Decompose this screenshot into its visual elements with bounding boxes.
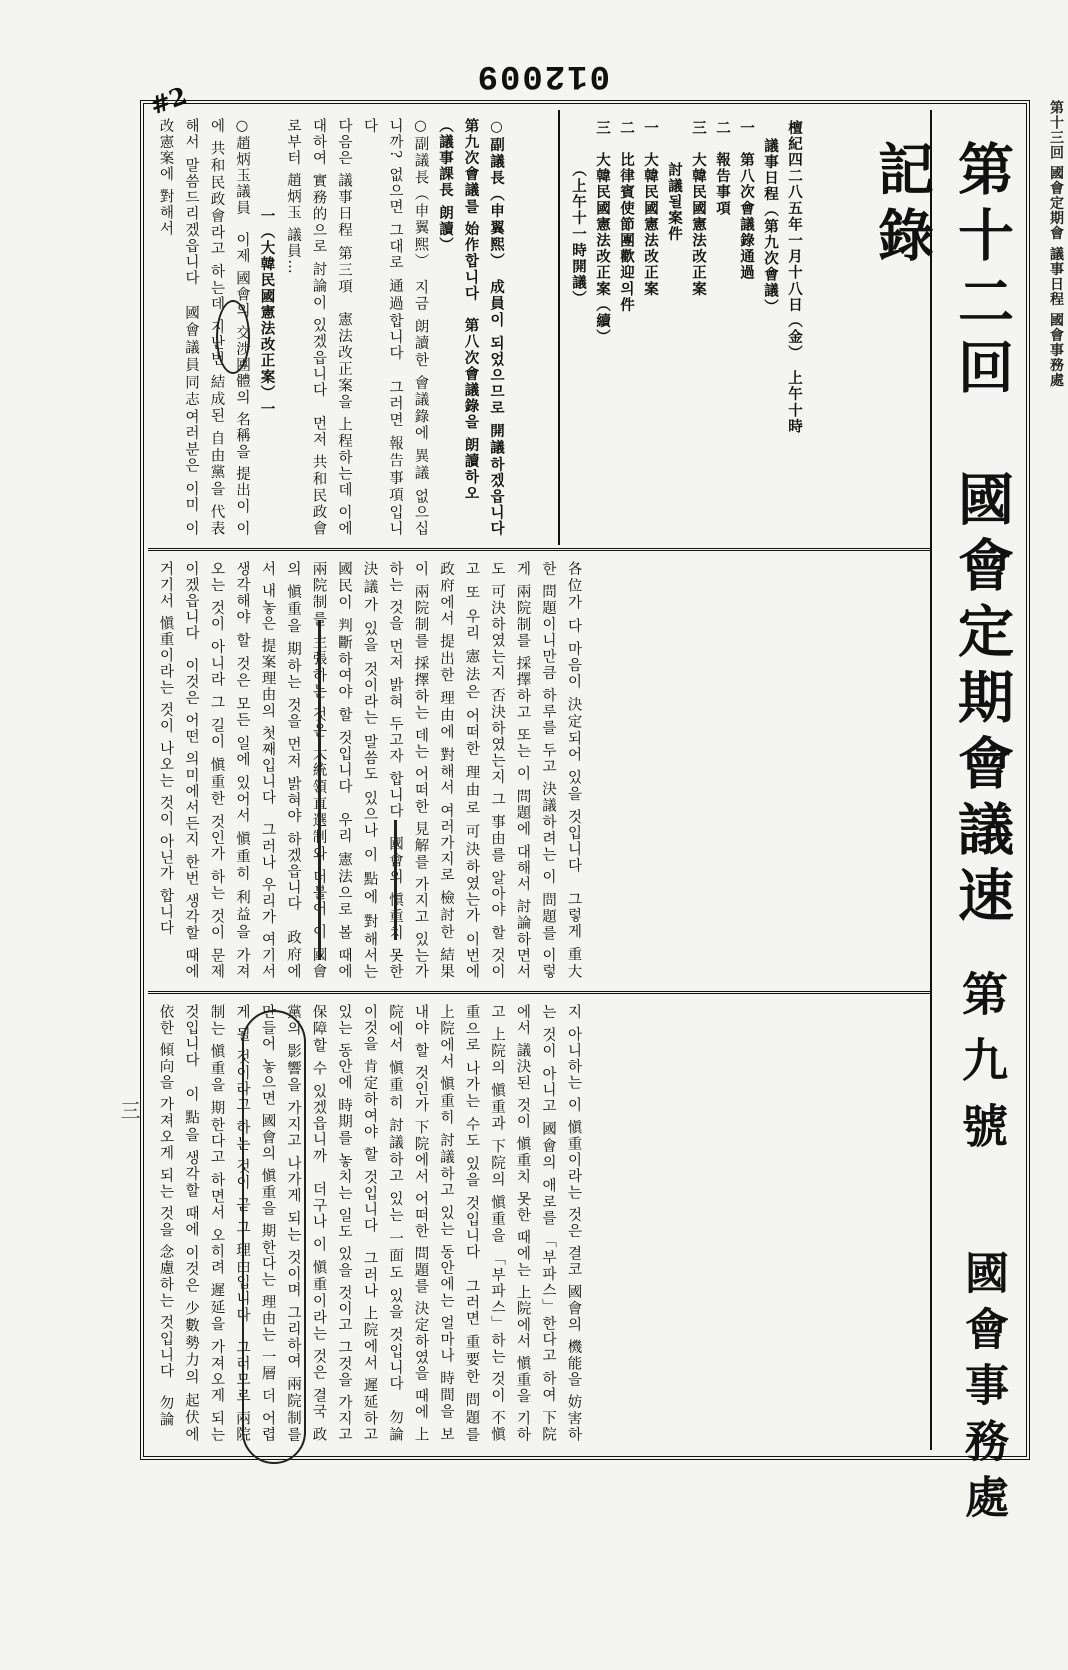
agenda-section xyxy=(560,110,930,545)
minutes-section xyxy=(148,110,558,554)
corner-handwritten-mark: #2 xyxy=(146,80,191,121)
agenda-item: 一 第八次會議錄通過 xyxy=(738,120,755,282)
session-open-time: （上午十一時開議） xyxy=(570,162,587,307)
speech-paragraph: （議事課長 朗讀） xyxy=(437,118,454,254)
discussion-item: 一 大韓民國憲法改正案 xyxy=(642,120,659,298)
publisher-office: 國會事務處 xyxy=(957,1250,1008,1530)
page-number: 012009 xyxy=(475,56,610,94)
agenda-item: 三 大韓民國憲法改正案 xyxy=(690,120,707,298)
speech-paragraph: 다음은 議事日程 第三項 憲法改正案을 上程하는데 이에 대하여 實務的으로 討論이 있겠읍니다 먼저 共和民政會로부터 趙炳玉 議員… xyxy=(285,118,352,537)
handwritten-circle xyxy=(216,300,250,374)
discussion-item: 二 比律賓使節團歡迎의件 xyxy=(618,120,635,314)
discussion-title: 討議될案件 xyxy=(666,162,683,243)
adjacent-page-edge-text: 第十三回 國會定期會 議事日程 國會事務處 xyxy=(1048,100,1064,388)
discussion-item: 三 大韓民國憲法改正案（續） xyxy=(594,120,611,346)
body-text: 各位가 다 마음이 決定되어 있을 것입니다 그렇게 重大한 問題이니만큼 하루를 두고 決議하려는 이 問題를 이렇게 兩院制를 採擇하고 또는 이 問題에 대해서 討論하면서도 可決하였는지 否決하였는지 그 事由를 알아야 할 것이고 또 우리 憲法은 어떠한 理由로 可決하였는가 이번에 政府에서 提出한 理由에 對해서 여러가지로 檢討한 結果 이 兩院制를 採擇하는 데는 어떠한 見解를 가지고 있는가 하는 것을 먼저 밝혀 두고자 합니다 國會의 愼重치 못한 決議가 있을 것이라는 말씀도 있으나 이 點에 對해서는 國民이 判斷하여야 할 것입니다 우리 憲法으로 볼 때에 兩院制를 主張하는 것은 大統領直選制와 더불어 이 國會의 愼重을 期하는 것을 먼저 밝혀야 하겠읍니다 政府에서 내놓은 提案理由의 첫째입니다 그러나 우리가 여기서 생각해야 할 것은 모든 일에 있어서 愼重히 利益을 가져오는 것이 아니라 그 길이 愼重한 것인가 하는 것이 문제이겠읍니다 이것은 어떤 의미에서든지 한번 생각할 때에 거기서 愼重이라는 것이 나오는 것이 아닌가 합니다 xyxy=(157,561,582,980)
publication-title: 第十二回 國會定期會議速記錄 xyxy=(869,140,1015,932)
left-margin-mark: 三 xyxy=(117,1100,141,1120)
speech-paragraph: ○副議長（申翼熙） 成員이 되었으므로 開議하겠읍니다 第九次會議를 始作합니다 第八次會議錄을 朗讀하오 xyxy=(462,118,505,554)
section-divider xyxy=(148,991,930,994)
agenda-title: 議事日程（第九次會議） xyxy=(762,138,779,316)
handwritten-underline xyxy=(394,820,397,940)
section-heading: 一（大韓民國憲法改正案）一 xyxy=(258,208,276,418)
middle-text-section xyxy=(148,553,930,988)
session-date: 檀紀四二八五年一月十八日（金） 上午十時 xyxy=(786,120,803,435)
section-divider xyxy=(148,548,930,551)
masthead xyxy=(869,110,1027,1530)
body-text: 지 아니하는 이 愼重이라는 것은 결코 國會의 機能을 妨害하는 것이 아니고 國會의 애로를 「부파스」한다고 하여 下院에서 議決된 것이 愼重치 못한 때에는 上院에서 愼重을 기하고 上院의 愼重과 下院의 愼重을 「부파스」하는 것이 不愼重으로 나가는 수도 있을 것입니다 그러면 重要한 問題를 上院에서 愼重히 討議하고 있는 동안에는 얼마나 時間을 보내야 할 것인가 下院에서 어떠한 問題를 決定하였을 때에 上院에서 愼重히 討議하고 있는 一面도 있을 것입니다 勿論 이것을 肯定하여야 할 것입니다 그러나 上院에서 遲延하고 있는 동안에 時期를 놓치는 일도 있을 것이고 그것을 가지고 保障할 수 있겠읍니까 더구나 이 愼重이라는 것은 결국 政黨의 影響을 가지고 나가게 되는 것이며 그리하여 兩院制를 만들어 놓으면 國會의 愼重을 期한다는 理由는 一層 더 어렵게 될 것이라고 하는 것이 곧 그 理由입니다 그러므로 兩院制는 愼重을 期한다고 하면서 오히려 遲延을 가져오게 되는 것입니다 이 點을 생각할 때에 이것은 少數勢力의 起伏에 依한 傾向을 가져오게 되는 것을 念慮하는 것입니다 勿論 xyxy=(157,1004,582,1443)
handwritten-circle xyxy=(242,1010,306,1464)
handwritten-underline xyxy=(318,620,321,960)
agenda-item: 二 報告事項 xyxy=(714,120,731,217)
issue-number: 第九號 xyxy=(955,970,1009,1168)
column-divider xyxy=(558,110,560,545)
speech-paragraph: ○趙炳玉議員 이제 國會의 交涉團體의 名稱을 提出이 이에 共和民政會라고 하는데 지난번 結成된 自由黨을 代表해서 말씀드리겠읍니다 國會議員同志여러분은 이미 이 改憲案에 對해서 xyxy=(157,118,250,537)
speech-paragraph: ○副議長（申翼熙） 지금 朗讀한 會議錄에 異議 없으십니까? 없으면 그대로 通過합니다 그러면 報告事項입니다 xyxy=(361,118,429,537)
